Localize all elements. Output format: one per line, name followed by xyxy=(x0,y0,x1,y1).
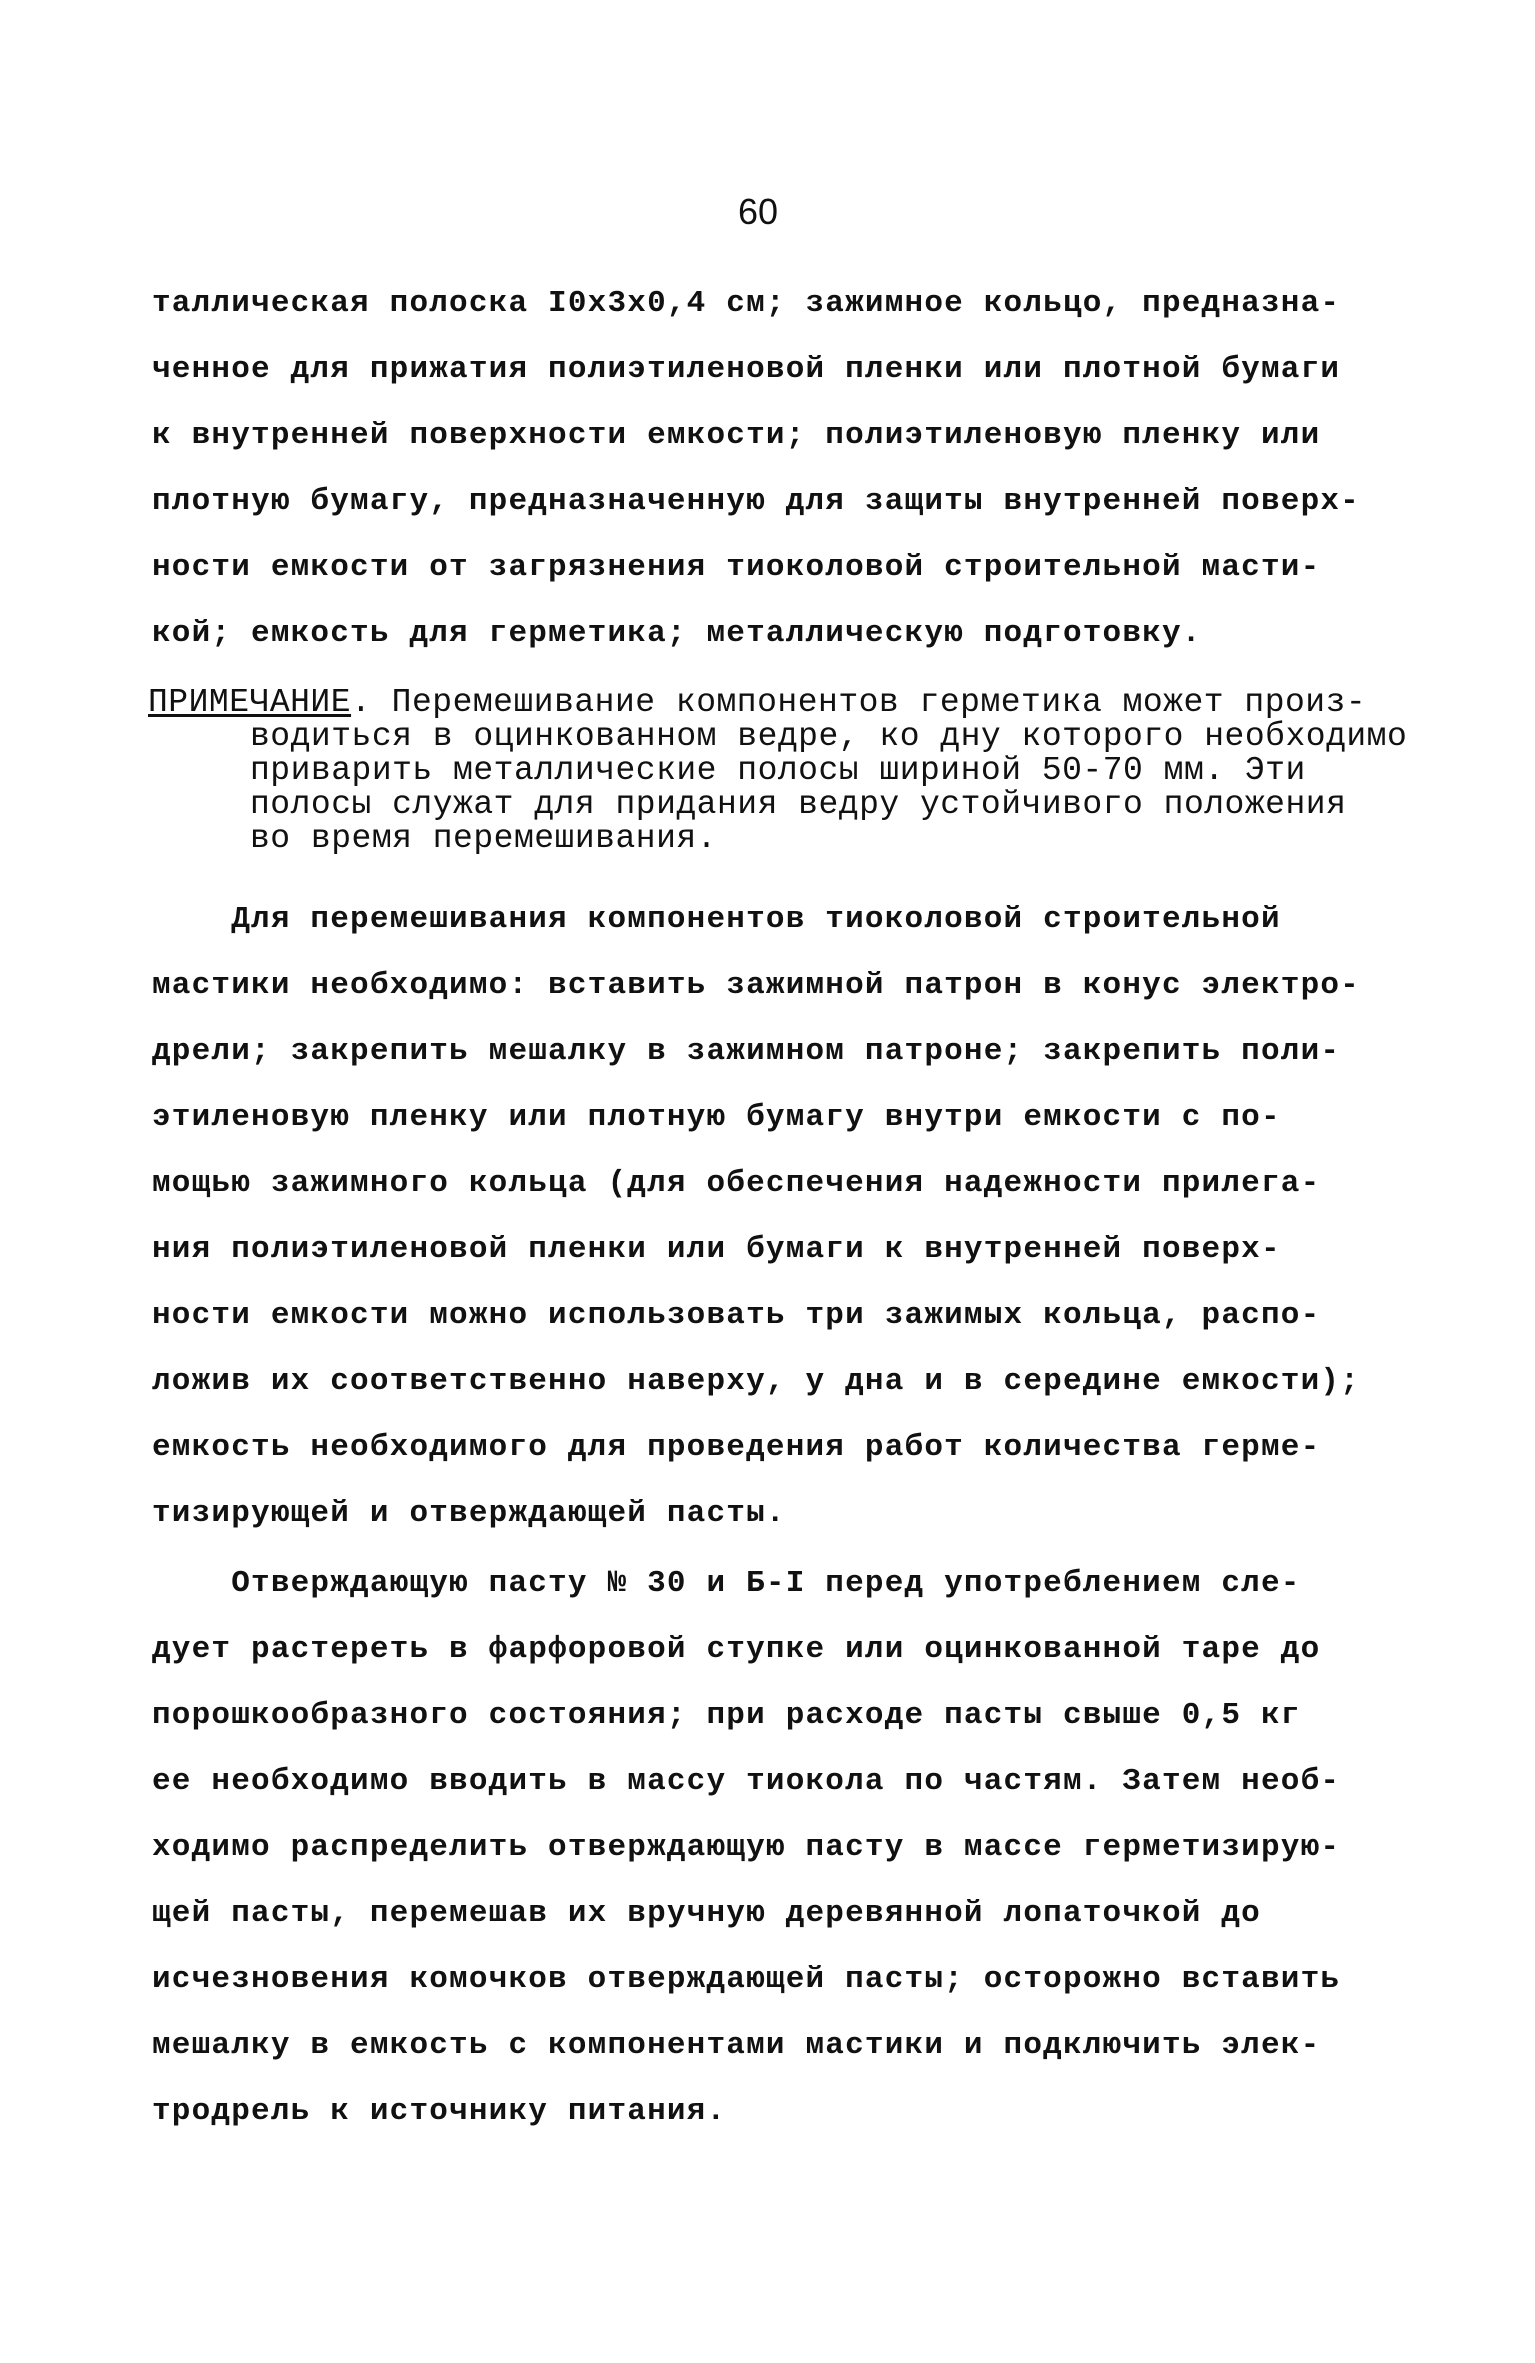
paragraph-2-line: ния полиэтиленовой пленки или бумаги к внутренней поверх- xyxy=(152,1232,1281,1267)
paragraph-3-line: ходимо распределить отверждающую пасту в массе герметизирую- xyxy=(152,1830,1341,1865)
paragraph-3-line: исчезновения комочков отверждающей пасты; осторожно вставить xyxy=(152,1962,1341,1997)
paragraph-3-line: ее необходимо вводить в массу тиокола по частям. Затем необ- xyxy=(152,1764,1341,1799)
note-line: водиться в оцинкованном ведре, ко дну которого необходимо xyxy=(250,718,1408,755)
note-first-line xyxy=(148,686,1366,720)
paragraph-2-line: этиленовую пленку или плотную бумагу внутри емкости с по- xyxy=(152,1100,1281,1135)
page-number: 60 xyxy=(738,191,779,232)
paragraph-1-line: ности емкости от загрязнения тиоколовой строительной масти- xyxy=(152,550,1321,585)
note-line: полосы служат для придания ведру устойчивого положения xyxy=(250,786,1347,823)
paragraph-2-line: Для перемешивания компонентов тиоколовой строительной xyxy=(152,902,1281,937)
paragraph-3-line: щей пасты, перемешав их вручную деревянной лопаточкой до xyxy=(152,1896,1261,1931)
paragraph-2-line: дрели; закрепить мешалку в зажимном патроне; закрепить поли- xyxy=(152,1034,1341,1069)
paragraph-2-line: ности емкости можно использовать три зажимых кольца, распо- xyxy=(152,1298,1321,1333)
paragraph-2-line: емкость необходимого для проведения работ количества герме- xyxy=(152,1430,1321,1465)
note-label: ПРИМЕЧАНИЕ xyxy=(148,684,352,721)
note-line: приварить металлические полосы шириной 50-70 мм. Эти xyxy=(250,752,1306,789)
paragraph-3-line: дует растереть в фарфоровой ступке или оцинкованной таре до xyxy=(152,1632,1321,1667)
note-first-line-text: . Перемешивание компонентов герметика может произ- xyxy=(351,684,1367,721)
paragraph-1-line: к внутренней поверхности емкости; полиэтиленовую пленку или xyxy=(152,418,1321,453)
paragraph-1-line: кой; емкость для герметика; металлическую подготовку. xyxy=(152,616,1202,651)
paragraph-2-line: тизирующей и отверждающей пасты. xyxy=(152,1496,786,1531)
paragraph-2-line: ложив их соответственно наверху, у дна и в середине емкости); xyxy=(152,1364,1360,1399)
paragraph-2-line: мощью зажимного кольца (для обеспечения надежности прилега- xyxy=(152,1166,1321,1201)
paragraph-3-line: тродрель к источнику питания. xyxy=(152,2094,727,2129)
paragraph-2-line: мастики необходимо: вставить зажимной патрон в конус электро- xyxy=(152,968,1360,1003)
paragraph-1-line: плотную бумагу, предназначенную для защиты внутренней поверх- xyxy=(152,484,1360,519)
paragraph-3-line: порошкообразного состояния; при расходе пасты свыше 0,5 кг xyxy=(152,1698,1301,1733)
paragraph-1-line: ченное для прижатия полиэтиленовой пленки или плотной бумаги xyxy=(152,352,1341,387)
paragraph-1-line: таллическая полоска I0х3х0,4 см; зажимное кольцо, предназна- xyxy=(152,286,1341,321)
paragraph-3-line: Отверждающую пасту № 30 и Б-I перед употреблением сле- xyxy=(152,1566,1301,1601)
paragraph-3-line: мешалку в емкость с компонентами мастики и подключить элек- xyxy=(152,2028,1321,2063)
note-line: во время перемешивания. xyxy=(250,820,717,857)
